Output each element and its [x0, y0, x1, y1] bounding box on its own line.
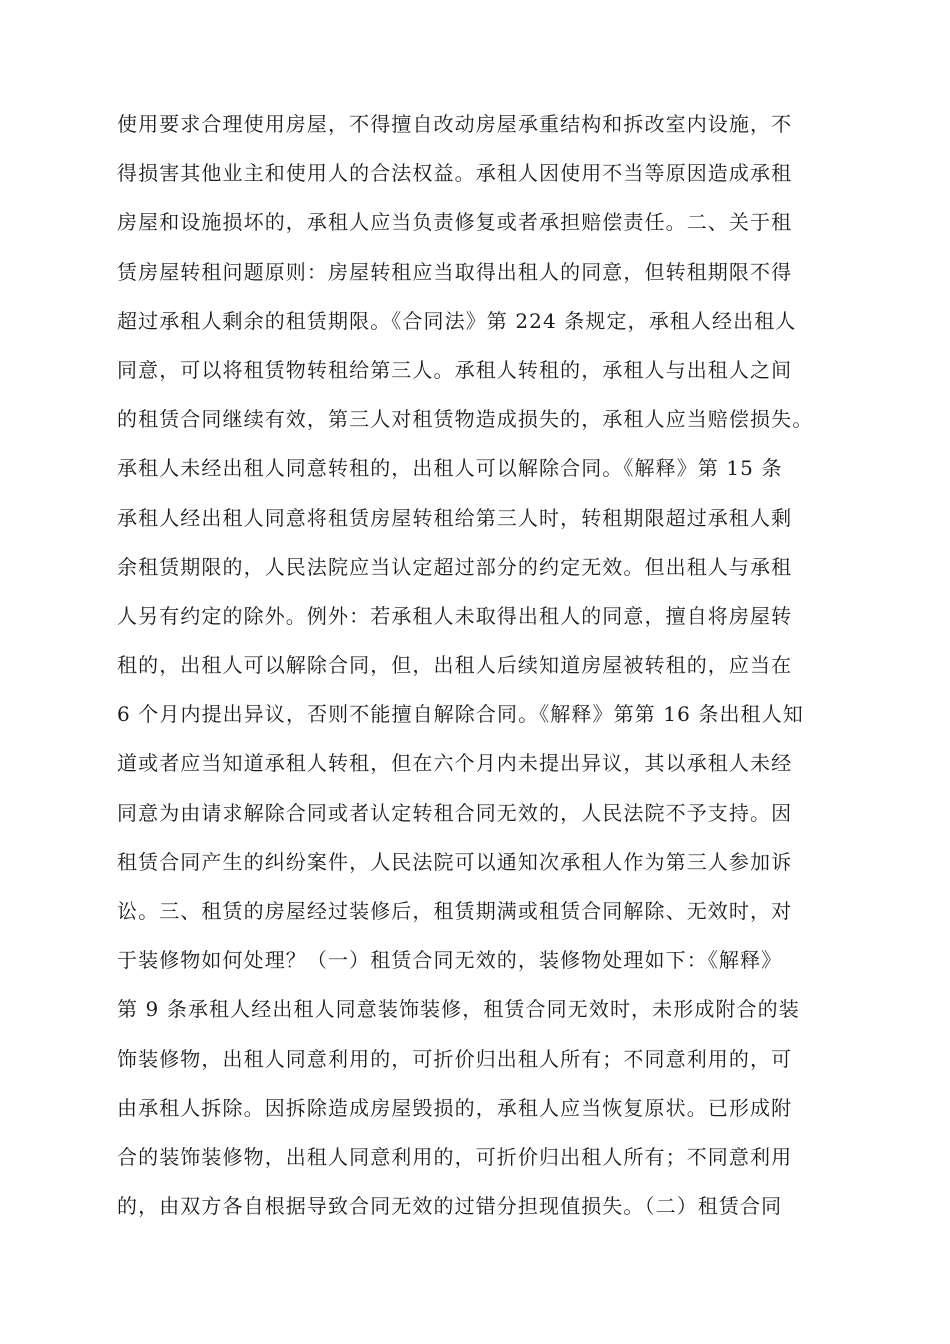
text-line-16: 租赁合同产生的纠纷案件，人民法院可以通知次承租人作为第三人参加诉 — [117, 849, 793, 874]
text-line-23: 的，由双方各自根据导致合同无效的过错分担现值损失。（二）租赁合同 — [117, 1194, 783, 1219]
text-line-11: 人另有约定的除外。例外：若承租人未取得出租人的同意，擅自将房屋转 — [117, 603, 793, 628]
text-line-9: 承租人经出租人同意将租赁房屋转租给第三人时，转租期限超过承租人剩 — [117, 505, 793, 530]
text-line-17: 讼。三、租赁的房屋经过装修后，租赁期满或租赁合同解除、无效时，对 — [117, 899, 793, 923]
text-line-1: 使用要求合理使用房屋，不得擅自改动房屋承重结构和拆改室内设施，不 — [117, 112, 793, 136]
text-line-8: 承租人未经出租人同意转租的，出租人可以解除合同。《解释》第 15 条 — [117, 456, 783, 481]
text-line-4: 赁房屋转租问题原则：房屋转租应当取得出租人的同意，但转租期限不得 — [117, 259, 793, 284]
text-line-5: 超过承租人剩余的租赁期限。《合同法》第 224 条规定，承租人经出租人 — [117, 308, 797, 333]
text-line-7: 的租赁合同继续有效，第三人对租赁物造成损失的，承租人应当赔偿损失。 — [117, 407, 814, 432]
text-line-3: 房屋和设施损坏的，承租人应当负责修复或者承担赔偿责任。二、关于租 — [117, 210, 793, 235]
text-line-19: 第 9 条承租人经出租人同意装饰装修，租赁合同无效时，未形成附合的装 — [117, 997, 800, 1022]
text-line-15: 同意为由请求解除合同或者认定转租合同无效的，人民法院不予支持。因 — [117, 800, 793, 825]
text-line-10: 余租赁期限的，人民法院应当认定超过部分的约定无效。但出租人与承租 — [117, 554, 793, 579]
text-line-6: 同意，可以将租赁物转租给第三人。承租人转租的，承租人与出租人之间 — [117, 357, 793, 382]
text-line-20: 饰装修物，出租人同意利用的，可折价归出租人所有；不同意利用的，可 — [117, 1046, 793, 1071]
text-line-2: 得损害其他业主和使用人的合法权益。承租人因使用不当等原因造成承租 — [117, 161, 793, 186]
body-text — [117, 100, 837, 1231]
text-line-21: 由承租人拆除。因拆除造成房屋毁损的，承租人应当恢复原状。已形成附 — [117, 1095, 793, 1120]
text-line-12: 租的，出租人可以解除合同，但，出租人后续知道房屋被转租的，应当在 — [117, 653, 793, 678]
text-line-22: 合的装饰装修物，出租人同意利用的，可折价归出租人所有；不同意利用 — [117, 1144, 793, 1169]
text-line-13: 6 个月内提出异议，否则不能擅自解除合同。《解释》第第 16 条出租人知 — [117, 702, 804, 727]
text-line-18: 于装修物如何处理？（一）租赁合同无效的，装修物处理如下：《解释》 — [117, 948, 783, 973]
text-line-14: 道或者应当知道承租人转租，但在六个月内未提出异议，其以承租人未经 — [117, 751, 793, 776]
